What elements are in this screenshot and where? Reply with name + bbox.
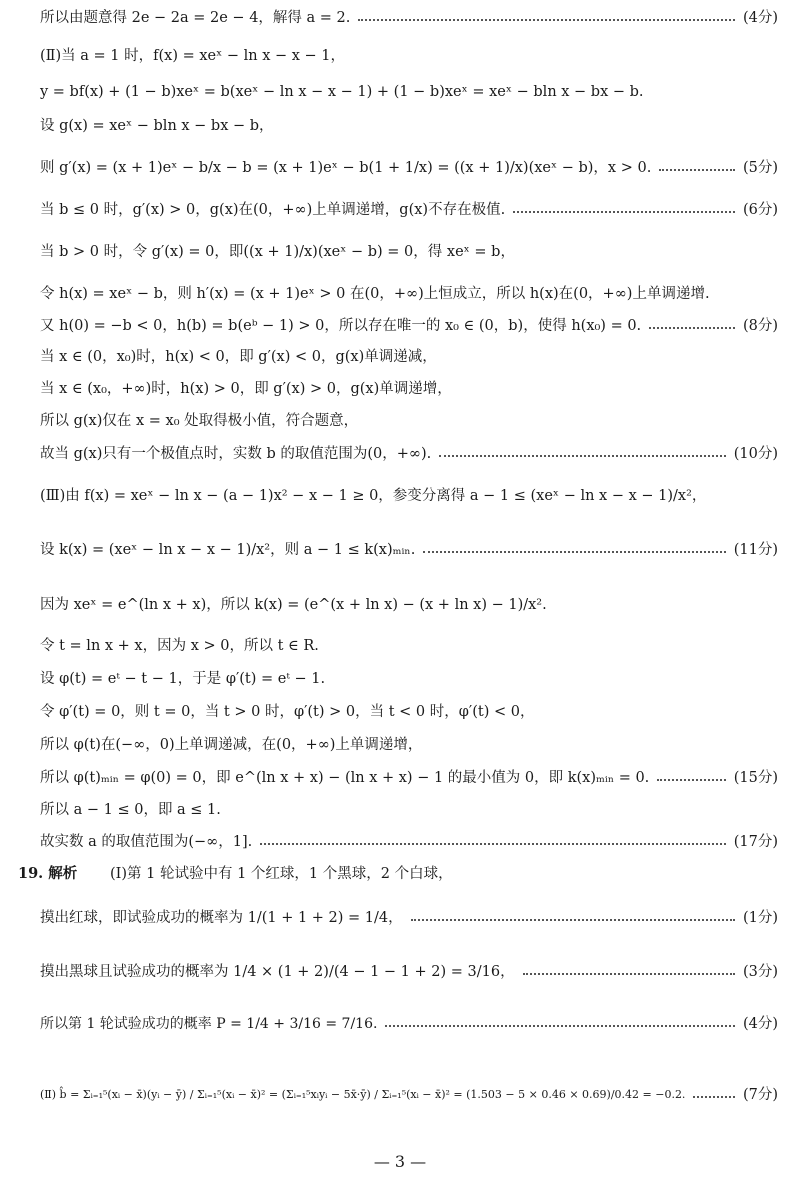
solution-line: 令 h(x) = xeˣ − b，则 h′(x) = (x + 1)eˣ > 0 在(0，+∞)上恒成立，所以 h(x)在(0，+∞)上单调递增. (40, 286, 710, 302)
solution-line: (Ⅰ)第 1 轮试验中有 1 个红球，1 个黑球，2 个白球， (110, 866, 453, 882)
solution-line: 故实数 a 的取值范围为(−∞，1]. (17分) (40, 834, 778, 850)
solution-line: 所以由题意得 2e − 2a = 2e − 4，解得 a = 2. (4分) (40, 10, 778, 26)
score-mark: (6分) (742, 202, 778, 218)
score-mark: (11分) (733, 542, 778, 558)
solution-line: 令 t = ln x + x，因为 x > 0，所以 t ∈ R. (40, 638, 319, 654)
score-mark: (4分) (742, 1016, 778, 1032)
score-mark: (3分) (742, 964, 778, 980)
solution-line: 因为 xeˣ = e^(ln x + x)，所以 k(x) = (e^(x + ln x) − (x + ln x) − 1)/x². (40, 597, 547, 613)
solution-line: 设 g(x) = xeˣ − bln x − bx − b， (40, 118, 274, 134)
solution-line: 所以 φ(t)ₘᵢₙ = φ(0) = 0，即 e^(ln x + x) − (ln x + x) − 1 的最小值为 0，即 k(x)ₘᵢₙ = 0. (15分) (40, 770, 778, 786)
page-number: — 3 — (373, 1152, 427, 1171)
score-mark: (17分) (733, 834, 778, 850)
score-mark: (5分) (742, 160, 778, 176)
solution-line: (Ⅱ) b̂ = Σᵢ₌₁⁵(xᵢ − x̄)(yᵢ − ȳ) / Σᵢ₌₁⁵(xᵢ − x̄)² = (Σᵢ₌₁⁵xᵢyᵢ − 5x̄·ȳ) / Σᵢ₌₁⁵(xᵢ − x̄)² = (1.503 − 5 × 0.46 × 0.69)/0.42 = −0.2. (7分) (40, 1087, 778, 1103)
score-mark: (1分) (742, 910, 778, 926)
solution-line: y = bf(x) + (1 − b)xeˣ = b(xeˣ − ln x − x − 1) + (1 − b)xeˣ = xeˣ − bln x − bx − b. (40, 84, 644, 100)
solution-line: 则 g′(x) = (x + 1)eˣ − b/x − b = (x + 1)eˣ − b(1 + 1/x) = ((x + 1)/x)(xeˣ − b)，x > 0. (5分) (40, 160, 778, 176)
solution-line: 摸出红球，即试验成功的概率为 1/(1 + 1 + 2) = 1/4， (1分) (40, 910, 778, 926)
solution-line: 当 x ∈ (x₀，+∞)时，h(x) > 0，即 g′(x) > 0，g(x)单调递增， (40, 381, 452, 397)
solution-line: 令 φ′(t) = 0，则 t = 0，当 t > 0 时，φ′(t) > 0，当 t < 0 时，φ′(t) < 0， (40, 704, 535, 720)
question-label: 19. 解析 (18, 865, 78, 882)
score-mark: (7分) (742, 1087, 778, 1103)
solution-line: 所以 a − 1 ≤ 0，即 a ≤ 1. (40, 802, 221, 818)
score-mark: (15分) (733, 770, 778, 786)
solution-line: (Ⅲ)由 f(x) = xeˣ − ln x − (a − 1)x² − x − 1 ≥ 0，参变分离得 a − 1 ≤ (xeˣ − ln x − x − 1)/x²， (40, 488, 707, 504)
solution-line: 当 b > 0 时，令 g′(x) = 0，即((x + 1)/x)(xeˣ − b) = 0，得 xeˣ = b， (40, 244, 515, 260)
solution-line: 所以 g(x)仅在 x = x₀ 处取得极小值，符合题意， (40, 413, 359, 429)
solution-line: 当 b ≤ 0 时，g′(x) > 0，g(x)在(0，+∞)上单调递增，g(x)不存在极值. (6分) (40, 202, 778, 218)
solution-line: 所以 φ(t)在(−∞，0)上单调递减，在(0，+∞)上单调递增， (40, 737, 423, 753)
solution-line: 当 x ∈ (0，x₀)时，h(x) < 0，即 g′(x) < 0，g(x)单调递减， (40, 349, 437, 365)
solution-line: 摸出黑球且试验成功的概率为 1/4 × (1 + 2)/(4 − 1 − 1 + 2) = 3/16， (3分) (40, 964, 778, 980)
solution-line: 又 h(0) = −b < 0，h(b) = b(eᵇ − 1) > 0，所以存在唯一的 x₀ ∈ (0，b)，使得 h(x₀) = 0. (8分) (40, 318, 778, 334)
score-mark: (4分) (742, 10, 778, 26)
solution-line: (Ⅱ)当 a = 1 时，f(x) = xeˣ − ln x − x − 1， (40, 48, 346, 64)
solution-line: 故当 g(x)只有一个极值点时，实数 b 的取值范围为(0，+∞). (10分) (40, 446, 778, 462)
score-mark: (10分) (733, 446, 778, 462)
solution-line: 设 k(x) = (xeˣ − ln x − x − 1)/x²，则 a − 1 ≤ k(x)ₘᵢₙ. (11分) (40, 542, 778, 558)
score-mark: (8分) (742, 318, 778, 334)
solution-line: 所以第 1 轮试验成功的概率 P = 1/4 + 3/16 = 7/16. (4分) (40, 1016, 778, 1032)
solution-line: 设 φ(t) = eᵗ − t − 1，于是 φ′(t) = eᵗ − 1. (40, 671, 326, 687)
